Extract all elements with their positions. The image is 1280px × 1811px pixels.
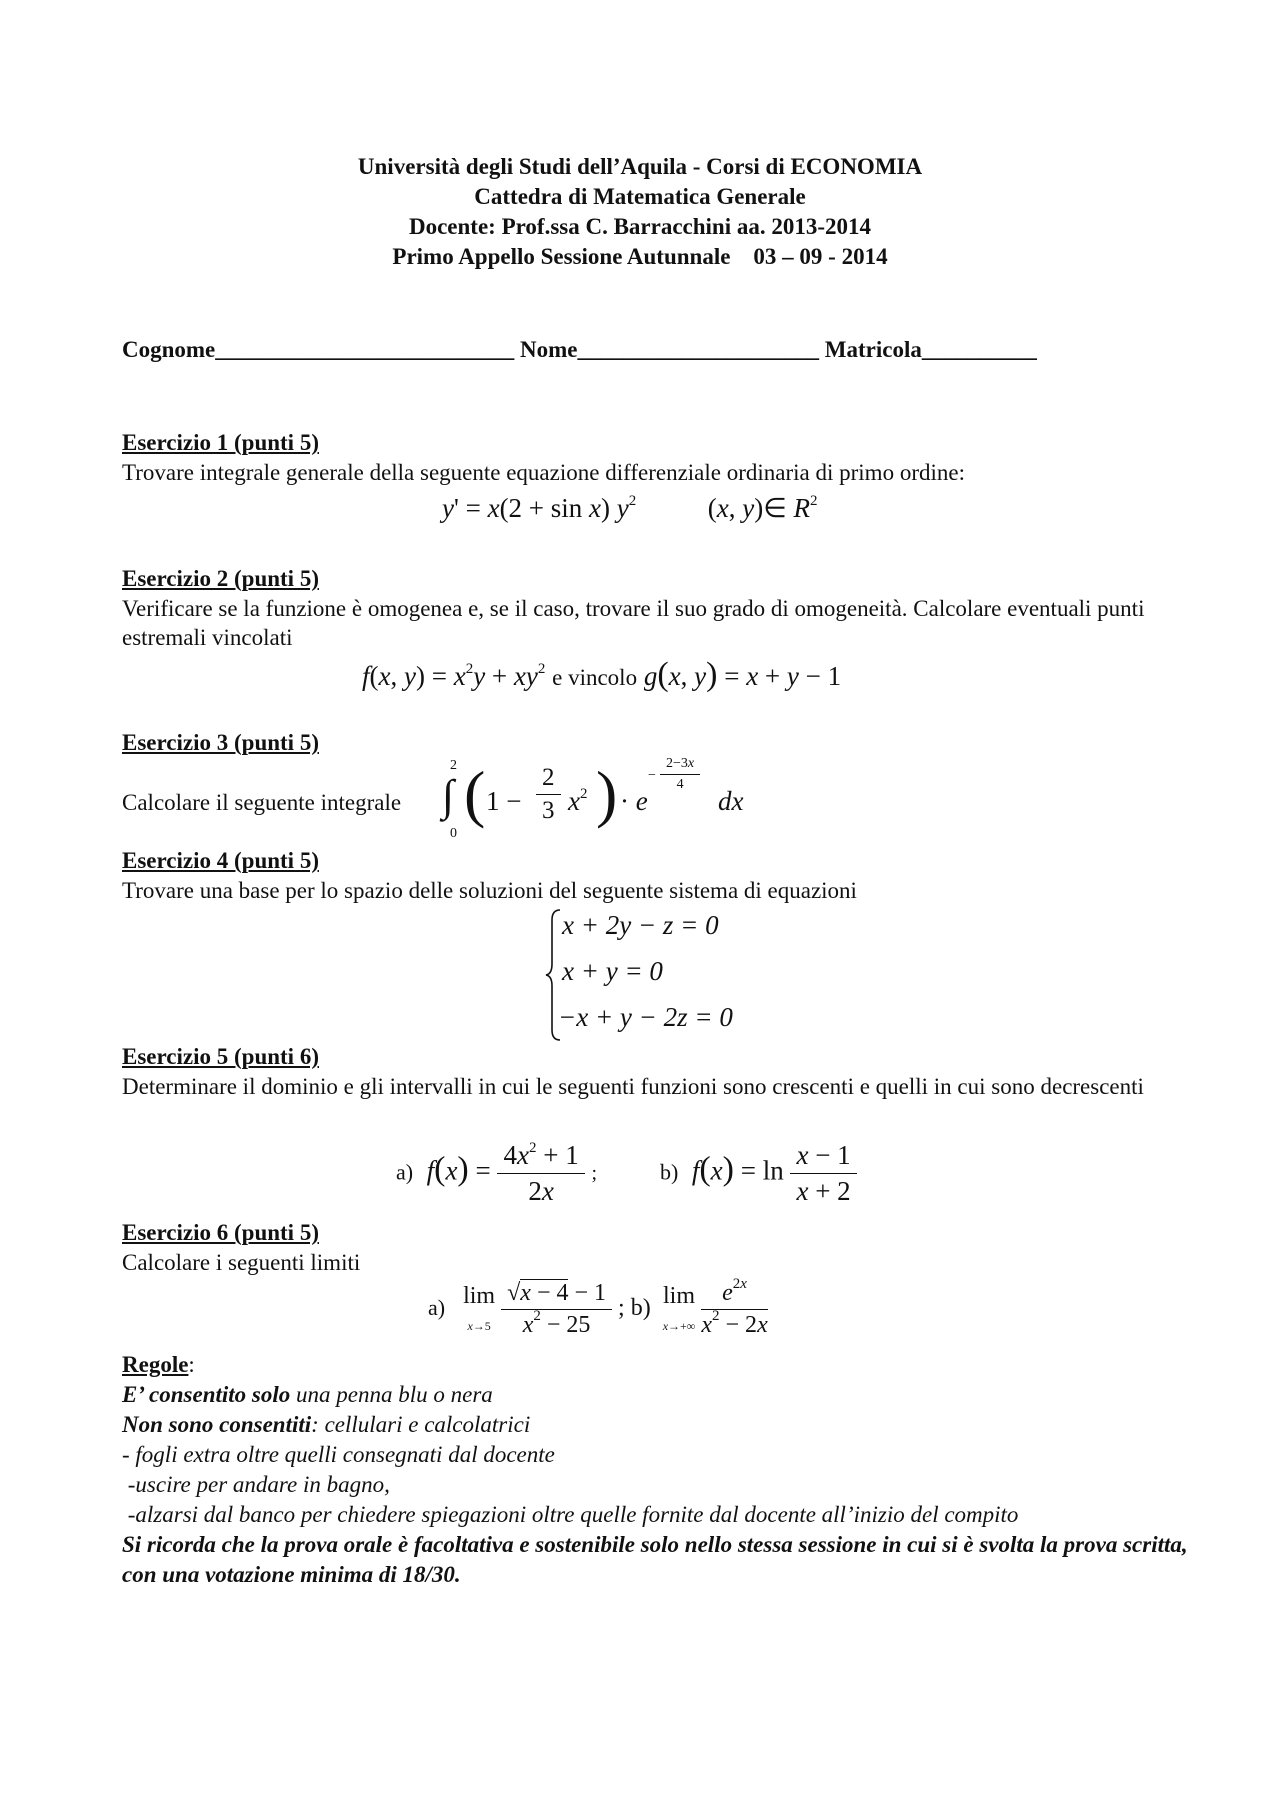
teacher-line: Docente: Prof.ssa C. Barracchini aa. 2013-2014: [408, 214, 872, 239]
exercise-5-text: Determinare il dominio e gli intervalli in cui le seguenti funzioni sono crescenti e quelli in cui sono decrescenti: [122, 1074, 1144, 1099]
cognome-label: Cognome: [122, 337, 216, 362]
exercise-4-text: Trovare una base per lo spazio delle soluzioni del seguente sistema di equazioni: [122, 878, 857, 903]
rules-line2-rest: : cellulari e calcolatrici: [311, 1412, 531, 1437]
equation-1: x + 2y − z = 0: [562, 910, 719, 940]
exam-header: [0, 152, 1280, 272]
exercise-5-function-b: b) f(x) = ln $\frac{x - 1}{x + 2}$: [660, 1140, 857, 1207]
equation-2: x + y = 0: [562, 956, 663, 986]
nome-label: Nome: [520, 337, 578, 362]
exercise-5-title: Esercizio 5 (punti 6): [122, 1044, 319, 1069]
rules-line5: -alzarsi dal banco per chiedere spiegazioni oltre quelle fornite dal docente all’inizio del compito: [122, 1502, 1019, 1527]
exercise-1-equation: y' = x(2 + sin x) $y^2$ (x, y)∈ $R^2$: [442, 493, 818, 523]
matricola-label: Matricola: [824, 337, 922, 362]
exercise-2-text: Verificare se la funzione è omogenea e, se il caso, trovare il suo grado di omogeneità. Calcolare eventuali punti estremali vincolati: [122, 596, 1145, 650]
exercise-2-title: Esercizio 2 (punti 5): [122, 566, 319, 591]
rules-line2-bold: Non sono consentiti: [122, 1412, 312, 1437]
exercise-1-title: Esercizio 1 (punti 5): [122, 430, 319, 455]
exercise-4-title: Esercizio 4 (punti 5): [122, 848, 319, 873]
rules-line4: -uscire per andare in bagno,: [122, 1472, 390, 1497]
rules-line6: Si ricorda che la prova orale è facoltativa e sostenibile solo nello stessa sessione in cui si è svolta la prova scritta, con una votazione minima di 18/30.: [122, 1532, 1188, 1587]
exercise-6-limit-a: a) lim x→5 $\frac{√x - 4 - 1}{x^2 - 25}$ ; b) lim x→+∞ $\frac{e^{2x}}{x^2 - 2x}$: [428, 1276, 768, 1338]
exercise-3-text: Calcolare il seguente integrale: [122, 790, 402, 815]
exercise-5-function-a: a) f(x) = $\frac{4x^2 + 1}{2x}$ ;: [396, 1140, 598, 1206]
course-line: Cattedra di Matematica Generale: [474, 184, 806, 209]
exercise-6-text: Calcolare i seguenti limiti: [122, 1250, 361, 1275]
vincolo-label: e vincolo: [552, 665, 638, 690]
exercise-2-function: f(x, $y) = x^2y + xy^2$ e vincolo g(x, y) = x + y − 1: [362, 656, 842, 693]
session-line: Primo Appello Sessione Autunnale 03 – 09 - 2014: [392, 244, 888, 269]
rules-section: Regole: E’ consentito solo una penna blu o nera Non sono consentiti: cellulari e calcolatrici - fogli extra oltre quelli consegnati dal docente -uscire per andare in bagno, -alzarsi dal banco per chiedere spiegazioni oltre quelle fornite dal docente all’inizio del compito Si ricorda che la prova orale è facoltativa e sostenibile solo nello stessa sessione in cui si è svolta la prova scritta, con una votazione minima di 18/30.: [122, 1352, 1188, 1587]
exam-page: Università degli Studi dell’Aquila - Corsi di ECONOMIA Cattedra di Matematica Generale Docente: Prof.ssa C. Barracchini aa. 2013-2014 Primo Appello Sessione Autunnale 03 – 09 - 2014 Cognome__________________________ Nome_____________________ Matricola__________ Esercizio 1 (punti 5) Trovare integrale generale della seguente equazione differenziale ordinaria di primo ordine: y' = x(2 + sin x) $y^2$ (x, y)∈ $R^2$ Esercizio 2 (punti 5) Verificare se la funzione è omogenea e, se il caso, trovare il suo grado di omogeneità. Calcolare eventuali punti estremali vincolati f(x, $y) = x^2y + xy^2$ e vincolo g(x, y) = x + y − 1 Esercizio 3 (punti 5) Calcolare il seguente integrale 2 ∫ 0 ( 1 − $\frac{2}{3}$ $x^2$ ) · e − $\frac{2-3x}{4}$ dx Esercizio 4 (punti 5) Trovare una base per lo spazio delle soluzioni del seguente sistema di equazioni x + 2y − z = 0 x + y = 0 −x + y − 2z = 0 Esercizio 5 (punti 6) Determinare il dominio e gli intervalli in cui le seguenti funzioni sono crescenti e quelli in cui sono decrescenti a) f(x) = $\frac{4x^2 + 1}{2x}$ ; b) f(x) = ln $\frac{x - 1}{x + 2}$ Esercizio 6 (punti 5) Calcolare i seguenti limiti a) lim x→5 $\frac{√x - 4 - 1}{x^2 - 25}$ ; b) lim x→+∞ $\frac{e^{2x}}{x^2 - 2x}$ Regole: E’ consentito solo una penna blu o nera Non sono consentiti: cellulari e calcolatrici - fogli extra oltre quelli consegnati dal docente -uscire per andare in bagno, -alzarsi dal banco per chiedere spiegazioni oltre quelle fornite dal docente all’inizio del compito Si ricorda che la prova orale è facoltativa e sostenibile solo nello stessa sessione in cui si è svolta la prova scritta, con una votazione minima di 18/30.: [0, 0, 1280, 1811]
rules-line3: - fogli extra oltre quelli consegnati dal docente: [122, 1442, 555, 1467]
rules-line1-bold: E’ consentito solo: [122, 1382, 291, 1407]
university-line: Università degli Studi dell’Aquila - Corsi di ECONOMIA: [357, 154, 923, 179]
rules-line1-rest: una penna blu o nera: [290, 1382, 493, 1407]
exercise-1-text: Trovare integrale generale della seguente equazione differenziale ordinaria di primo ordine:: [122, 460, 965, 485]
exercise-3-title: Esercizio 3 (punti 5): [122, 730, 319, 755]
exercise-6-title: Esercizio 6 (punti 5): [122, 1220, 319, 1245]
rules-title: Regole: [122, 1352, 189, 1377]
student-fields: Cognome__________________________ Nome_____________________ Matricola__________: [122, 337, 1037, 362]
equation-3: −x + y − 2z = 0: [558, 1002, 733, 1032]
